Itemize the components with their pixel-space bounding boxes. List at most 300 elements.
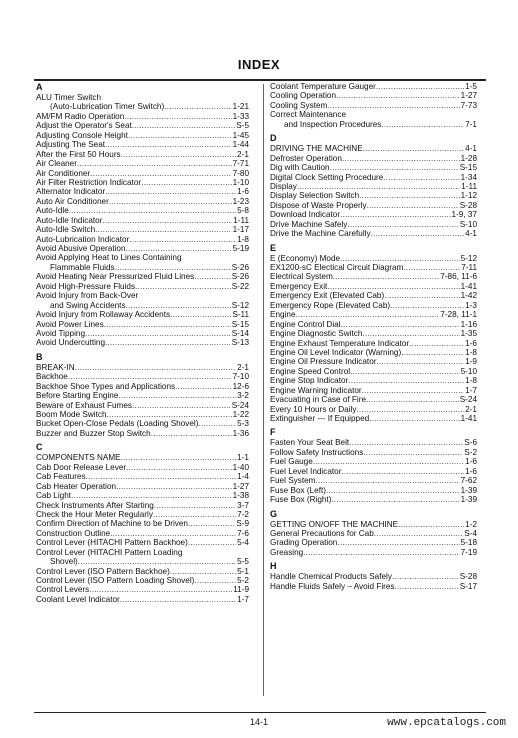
entry-page: 7-28, 11-1 xyxy=(440,310,477,320)
index-entry xyxy=(36,112,249,121)
entry-label: Adjusting The Seat xyxy=(36,140,106,150)
entry-label: Fasten Your Seat Belt xyxy=(270,438,350,448)
entry-label: Dig with Caution xyxy=(270,163,330,173)
index-entry xyxy=(36,391,249,400)
entry-page: 1-8 xyxy=(465,376,477,386)
index-entry xyxy=(36,401,249,410)
index-entry xyxy=(36,548,249,557)
leader-dots xyxy=(341,467,464,476)
entry-page: 7-71 xyxy=(232,159,249,169)
leader-dots xyxy=(188,519,235,528)
entry-label: Display xyxy=(270,181,297,191)
index-entry xyxy=(36,491,249,500)
entry-label: Fuse Box (Right) xyxy=(270,495,332,505)
entry-page: 7-73 xyxy=(460,100,477,110)
section-letter: E xyxy=(270,242,277,253)
entry-page: S-26 xyxy=(231,262,249,272)
leader-dots xyxy=(126,463,231,472)
entry-page: 7-10 xyxy=(232,372,249,382)
leader-dots xyxy=(395,582,459,591)
index-entry xyxy=(270,582,477,591)
entry-label: Control Lever (HITACHI Pattern Backhoe) xyxy=(36,538,188,548)
leader-dots xyxy=(77,159,232,168)
entry-label: Fuse Box (Left) xyxy=(270,485,326,495)
entry-label: and Inspection Procedures xyxy=(284,119,382,129)
entry-page: 5-8 xyxy=(237,206,249,216)
entry-label: After the First 50 Hours xyxy=(36,149,121,159)
entry-page: 4-1 xyxy=(465,144,477,154)
page-number: 14-1 xyxy=(249,717,268,727)
entry-label: Air Conditioner xyxy=(36,168,91,178)
index-entry xyxy=(36,557,249,566)
entry-label: Control Levers xyxy=(36,585,90,595)
entry-page: 5-19 xyxy=(232,244,249,253)
index-entry xyxy=(36,363,249,372)
index-entry xyxy=(36,235,249,244)
index-entry xyxy=(270,386,477,395)
column-divider xyxy=(263,84,264,696)
index-entry xyxy=(36,419,249,428)
index-entry xyxy=(36,93,249,102)
index-entry xyxy=(36,291,249,300)
entry-label: Avoid Heating Near Pressurized Fluid Lines xyxy=(36,272,195,282)
leader-dots xyxy=(313,457,464,466)
entry-page: S-2 xyxy=(464,447,477,457)
entry-page: 1-38 xyxy=(232,491,249,501)
index-entry xyxy=(270,438,477,447)
leader-dots xyxy=(340,210,450,219)
entry-page: S-10 xyxy=(459,219,477,229)
index-entry xyxy=(36,216,249,225)
leader-dots xyxy=(374,529,463,538)
index-entry xyxy=(36,121,249,130)
entry-label: Check Instruments After Starting xyxy=(36,500,154,510)
index-entry xyxy=(36,538,249,547)
index-entry xyxy=(36,225,249,234)
index-entry xyxy=(36,429,249,438)
entry-page: 1-39 xyxy=(460,495,477,505)
entry-page: 1-28 xyxy=(460,153,477,163)
entry-label: Construction Outline xyxy=(36,528,111,538)
entry-label: Avoid Undercutting xyxy=(36,338,106,348)
entry-page: 1-17 xyxy=(232,225,249,235)
entry-label: Cooling Operation xyxy=(270,91,336,101)
leader-dots xyxy=(90,169,231,178)
entry-label: E (Economy) Mode xyxy=(270,253,341,263)
entry-page: S-15 xyxy=(459,163,477,173)
entry-label: Avoid Injury from Back-Over xyxy=(36,291,139,301)
entry-label: Coolant Level Indicator xyxy=(36,594,120,604)
leader-dots xyxy=(383,173,459,182)
leader-dots xyxy=(118,391,236,400)
entry-page: 1-11 xyxy=(461,181,477,191)
entry-label: Bucket Open-Close Pedals (Loading Shovel) xyxy=(36,419,199,429)
index-entry xyxy=(36,576,249,585)
leader-dots xyxy=(356,405,464,414)
entry-label: Backhoe xyxy=(36,372,68,382)
entry-label: Auto-Idle Indicator xyxy=(36,215,103,225)
entry-label: Cab Light xyxy=(36,491,72,501)
leader-dots xyxy=(85,329,231,338)
entry-label: Handle Fluids Safely – Avoid Fires xyxy=(270,581,395,591)
leader-dots xyxy=(194,576,236,585)
leader-dots xyxy=(331,495,459,504)
leader-dots xyxy=(337,538,459,547)
leader-dots xyxy=(105,140,232,149)
index-entry xyxy=(270,405,477,414)
entry-page: S-28 xyxy=(459,200,477,210)
entry-page: S-11 xyxy=(232,310,249,320)
index-entry xyxy=(270,229,477,238)
entry-label: Download Indicator xyxy=(270,210,341,220)
entry-page: 2-1 xyxy=(237,149,249,159)
entry-label: Engine Speed Control xyxy=(270,366,351,376)
entry-page: 1-8 xyxy=(465,347,477,357)
entry-label: Fuel Level Indicator xyxy=(270,466,342,476)
leader-dots xyxy=(316,476,460,485)
entry-page: S-13 xyxy=(231,338,249,348)
section-letter: F xyxy=(270,427,276,438)
leader-dots xyxy=(151,429,232,438)
entry-label: (Auto-Lubrication Timer Switch) xyxy=(50,102,165,112)
entry-label: Auto-Idle Switch xyxy=(36,225,96,235)
entry-label: Follow Safety Instructions xyxy=(270,447,364,457)
index-entry xyxy=(270,263,477,272)
entry-label: COMPONENTS NAME xyxy=(36,453,121,463)
index-entry xyxy=(270,163,477,172)
entry-page: 1-41 xyxy=(460,414,477,423)
index-entry xyxy=(270,495,477,504)
leader-dots xyxy=(377,357,465,366)
entry-label: Emergency Exit (Elevated Cab) xyxy=(270,291,385,301)
leader-dots xyxy=(369,414,459,423)
index-entry xyxy=(36,453,249,462)
leader-dots xyxy=(126,301,231,310)
entry-page: S-22 xyxy=(231,281,249,291)
entry-label: Adjusting Console Height xyxy=(36,130,128,140)
index-entry xyxy=(36,529,249,538)
entry-label: Avoid Injury from Rollaway Accidents xyxy=(36,310,171,320)
index-entry xyxy=(36,244,249,253)
entry-page: 1-27 xyxy=(232,481,249,491)
entry-label: Engine Control Dial xyxy=(270,319,341,329)
leader-dots xyxy=(116,482,232,491)
leader-dots xyxy=(384,291,459,300)
entry-label: Electrical System xyxy=(270,272,333,282)
entry-label: Cab Features xyxy=(36,472,86,482)
entry-page: 1-6 xyxy=(237,187,249,197)
entry-label: Buzzer and Buzzer Stop Switch xyxy=(36,428,151,438)
index-entry xyxy=(36,206,249,215)
leader-dots xyxy=(121,150,237,159)
bottom-rule xyxy=(34,712,486,713)
entry-page: 1-44 xyxy=(232,140,249,150)
index-entry xyxy=(270,201,477,210)
entry-page: 5-4 xyxy=(237,538,249,548)
index-entry xyxy=(270,101,477,110)
leader-dots xyxy=(349,438,463,447)
entry-page: S-9 xyxy=(236,519,249,529)
leader-dots xyxy=(330,163,459,172)
leader-dots xyxy=(363,448,463,457)
entry-page: 7-62 xyxy=(460,476,477,486)
entry-page: 1-33 xyxy=(232,111,249,121)
entry-label: Avoid Applying Heat to Lines Containing xyxy=(36,253,182,263)
entry-label: Engine Warning Indicator xyxy=(270,385,362,395)
entry-label: Greasing xyxy=(270,547,304,557)
entry-page: S-12 xyxy=(231,300,249,310)
entry-page: 1-36 xyxy=(232,428,249,438)
index-entry xyxy=(270,282,477,291)
entry-page: 1-40 xyxy=(232,462,249,472)
index-entry xyxy=(270,154,477,163)
index-entry xyxy=(36,159,249,168)
leader-dots xyxy=(366,395,459,404)
entry-page: 1-45 xyxy=(232,130,249,140)
index-entry xyxy=(36,482,249,491)
leader-dots xyxy=(71,491,232,500)
index-entry xyxy=(270,467,477,476)
entry-page: 1-39 xyxy=(460,485,477,495)
leader-dots xyxy=(132,401,231,410)
entry-page: 2-1 xyxy=(237,362,249,372)
index-entry xyxy=(270,486,477,495)
leader-dots xyxy=(75,363,236,372)
leader-dots xyxy=(327,101,459,110)
index-entry xyxy=(36,140,249,149)
entry-page: 1-8 xyxy=(237,234,249,244)
entry-page: 1-12 xyxy=(460,191,477,201)
leader-dots xyxy=(401,348,464,357)
entry-page: S-6 xyxy=(464,438,477,448)
entry-label: Every 10 Hours or Daily xyxy=(270,404,357,414)
entry-label: Drive the Machine Carefully xyxy=(270,229,371,239)
index-entry xyxy=(270,254,477,263)
leader-dots xyxy=(333,272,439,281)
index-entry xyxy=(36,178,249,187)
index-entry xyxy=(270,457,477,466)
entry-label: Avoid High-Pressure Fluids xyxy=(36,281,136,291)
leader-dots xyxy=(170,567,236,576)
index-entry xyxy=(270,173,477,182)
watermark: www.epcatalogs.com xyxy=(387,717,506,729)
entry-page: S-24 xyxy=(231,400,249,410)
entry-page: 5-1 xyxy=(237,566,249,576)
entry-page: 1-6 xyxy=(465,338,477,348)
index-entry xyxy=(270,572,477,581)
leader-dots xyxy=(198,419,236,428)
index-entry xyxy=(270,291,477,300)
index-entry xyxy=(270,357,477,366)
index-entry xyxy=(270,144,477,153)
index-entry xyxy=(36,187,249,196)
index-entry xyxy=(36,301,249,310)
entry-page: 1-41 xyxy=(460,281,477,291)
entry-label: Control Lever (ISO Pattern Backhoe) xyxy=(36,566,170,576)
entry-page: 1-3 xyxy=(465,300,477,310)
entry-page: S-4 xyxy=(464,528,477,538)
index-entry xyxy=(270,339,477,348)
section-letter: G xyxy=(270,508,278,519)
leader-dots xyxy=(132,121,235,130)
leader-dots xyxy=(120,595,236,604)
entry-page: 11-9 xyxy=(233,585,249,595)
entry-label: Drive Machine Safely xyxy=(270,219,348,229)
entry-page: 1-4 xyxy=(237,472,249,482)
index-entry xyxy=(270,82,477,91)
entry-label: Handle Chemical Products Safely xyxy=(270,572,392,582)
entry-label: Engine Oil Level Indicator (Warning) xyxy=(270,347,402,357)
entry-page: 1-6 xyxy=(465,457,477,467)
index-entry xyxy=(270,120,477,129)
leader-dots xyxy=(164,102,231,111)
entry-page: S-15 xyxy=(231,319,249,329)
entry-page: 12-6 xyxy=(232,381,249,391)
entry-label: Evacuating in Case of Fire xyxy=(270,395,367,405)
leader-dots xyxy=(115,263,231,272)
leader-dots xyxy=(367,201,459,210)
entry-label: Avoid Power Lines xyxy=(36,319,104,329)
entry-page: 1-9 xyxy=(465,357,477,367)
top-rule xyxy=(34,79,486,81)
entry-label: Before Starting Engine xyxy=(36,391,119,401)
index-entry xyxy=(36,282,249,291)
index-entry xyxy=(36,519,249,528)
entry-label: Display Selection Switch xyxy=(270,191,360,201)
index-entry xyxy=(270,110,477,119)
entry-label: BREAK-IN xyxy=(36,362,75,372)
entry-label: Cab Door Release Lever xyxy=(36,462,127,472)
leader-dots xyxy=(362,386,465,395)
entry-label: DRIVING THE MACHINE xyxy=(270,144,363,154)
entry-page: S-17 xyxy=(459,581,477,591)
entry-label: Shovel) xyxy=(50,557,78,567)
index-entry xyxy=(36,272,249,281)
entry-label: Dispose of Waste Properly xyxy=(270,200,367,210)
leader-dots xyxy=(403,263,460,272)
index-entry xyxy=(270,538,477,547)
section-letter: C xyxy=(36,442,43,453)
leader-dots xyxy=(347,220,458,229)
leader-dots xyxy=(154,501,236,510)
entry-page: 1-9, 37 xyxy=(451,210,477,220)
entry-page: 7-2 xyxy=(237,509,249,519)
entry-page: 1-1 xyxy=(237,453,249,463)
entry-page: 5-3 xyxy=(237,419,249,429)
index-entry xyxy=(270,476,477,485)
leader-dots xyxy=(121,453,237,462)
entry-label: Avoid Abusive Operation xyxy=(36,244,126,253)
index-entry xyxy=(36,338,249,347)
entry-label: Engine Stop Indicator xyxy=(270,376,349,386)
index-entry xyxy=(270,529,477,538)
index-entry xyxy=(36,310,249,319)
index-column-left xyxy=(36,82,249,604)
entry-page: 1-35 xyxy=(460,329,477,339)
leader-dots xyxy=(124,112,231,121)
leader-dots xyxy=(89,585,232,594)
entry-page: 5-12 xyxy=(460,253,477,263)
entry-label: Backhoe Shoe Types and Applications xyxy=(36,381,176,391)
section-letter: B xyxy=(36,351,43,362)
index-entry xyxy=(36,410,249,419)
index-entry xyxy=(270,448,477,457)
leader-dots xyxy=(78,557,236,566)
index-entry xyxy=(36,510,249,519)
entry-label: Extinguisher --- If Equipped xyxy=(270,414,370,423)
index-entry xyxy=(270,414,477,423)
index-entry xyxy=(270,395,477,404)
index-entry xyxy=(36,253,249,262)
section-letter: H xyxy=(270,561,277,572)
entry-label: Digital Clock Setting Procedure xyxy=(270,172,384,182)
entry-page: 1-7 xyxy=(237,594,249,604)
leader-dots xyxy=(376,82,464,91)
entry-label: Grading Operation xyxy=(270,538,338,548)
index-entry xyxy=(270,329,477,338)
entry-label: Cab Heater Operation xyxy=(36,481,117,491)
entry-label: Fuel Gauge xyxy=(270,457,313,467)
leader-dots xyxy=(409,339,464,348)
index-entry xyxy=(36,169,249,178)
index-entry xyxy=(270,220,477,229)
leader-dots xyxy=(362,329,459,338)
index-entry xyxy=(36,472,249,481)
entry-page: 1-5 xyxy=(465,82,477,91)
entry-label: Emergency Rope (Elevated Cab) xyxy=(270,300,391,310)
leader-dots xyxy=(105,338,231,347)
entry-page: 4-1 xyxy=(465,229,477,239)
index-entry xyxy=(36,102,249,111)
leader-dots xyxy=(350,367,459,376)
entry-page: 7-1 xyxy=(465,119,477,129)
index-entry xyxy=(36,567,249,576)
index-column-right xyxy=(270,82,477,591)
entry-label: ALU Timer Switch xyxy=(36,93,102,102)
entry-label: Air Filter Restriction Indicator xyxy=(36,177,142,187)
leader-dots xyxy=(128,131,232,140)
index-entry xyxy=(270,272,477,281)
entry-label: Coolant Temperature Gauger xyxy=(270,82,376,91)
leader-dots xyxy=(102,216,232,225)
index-entry xyxy=(36,595,249,604)
leader-dots xyxy=(69,206,236,215)
leader-dots xyxy=(104,320,231,329)
entry-page: 1-42 xyxy=(460,291,477,301)
index-entry xyxy=(36,131,249,140)
entry-page: 3-2 xyxy=(237,391,249,401)
index-entry xyxy=(270,210,477,219)
entry-label: Control Lever (HITACHI Pattern Loading xyxy=(36,547,183,557)
index-entry xyxy=(36,197,249,206)
index-entry xyxy=(36,382,249,391)
entry-page: S-24 xyxy=(459,395,477,405)
entry-page: S-28 xyxy=(459,572,477,582)
entry-page: 1-21 xyxy=(232,102,249,112)
leader-dots xyxy=(303,548,459,557)
leader-dots xyxy=(341,320,460,329)
leader-dots xyxy=(342,154,460,163)
index-entry xyxy=(270,310,477,319)
entry-page: 1-6 xyxy=(465,466,477,476)
page-title: INDEX xyxy=(237,57,281,72)
leader-dots xyxy=(363,144,465,153)
leader-dots xyxy=(141,178,232,187)
entry-page: 1-10 xyxy=(232,177,249,187)
entry-page: S-14 xyxy=(231,328,249,338)
entry-label: Adjust the Operator's Seat xyxy=(36,121,132,131)
leader-dots xyxy=(110,529,236,538)
